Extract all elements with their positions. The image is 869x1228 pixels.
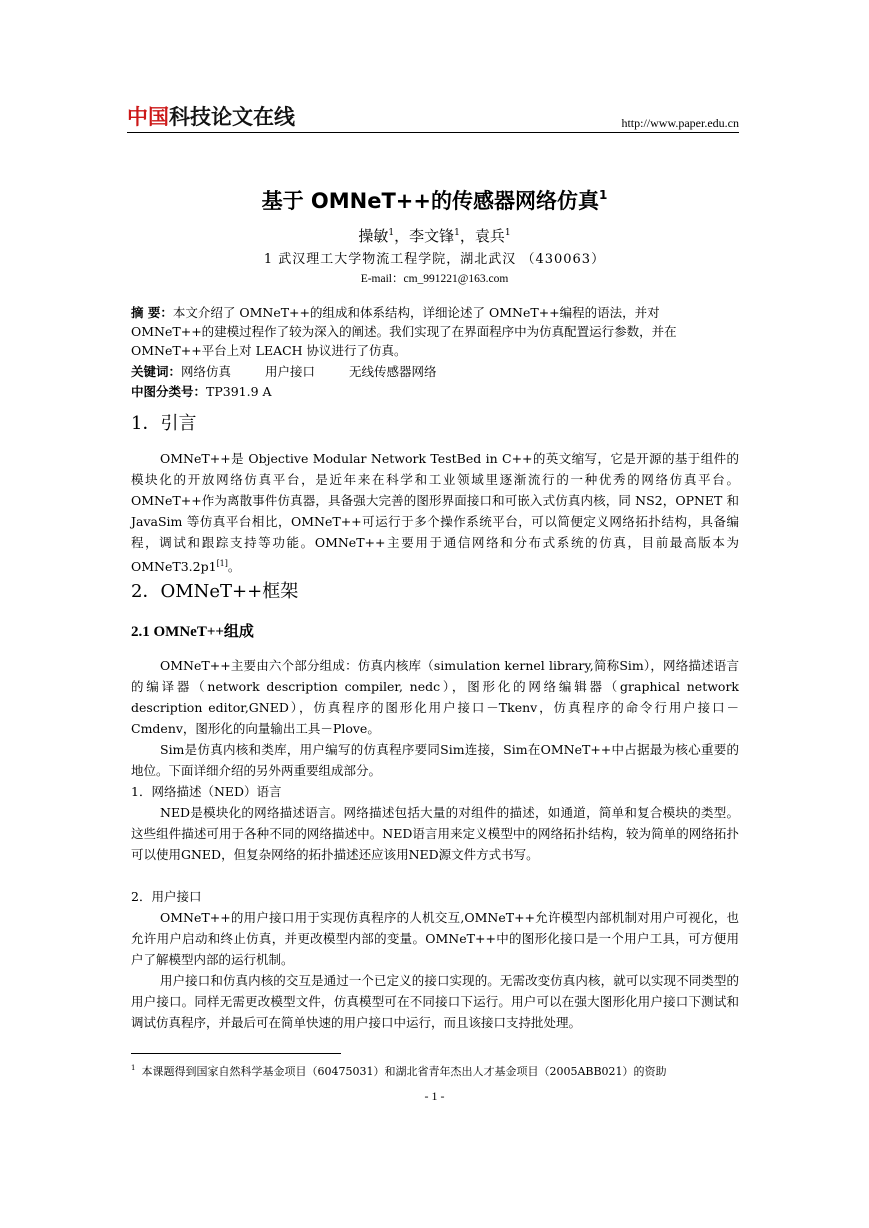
footnote-mark: 1	[131, 1064, 136, 1072]
citation-ref[interactable]: [1]	[216, 559, 228, 568]
abstract-text: 本文介绍了 OMNeT++的组成和体系结构，详细论述了 OMNeT++编程的语法，并对OMNeT++的建模过程作了较为深入的阐述。我们实现了在界面程序中为仿真配置运行参数，并在 OMNeT++平台上对 LEACH 协议进行了仿真。	[131, 305, 677, 358]
classification	[131, 382, 272, 401]
intro-paragraph	[131, 448, 739, 577]
affiliation: 1 武汉理工大学物流工程学院，湖北武汉 （430063）	[263, 252, 606, 267]
abstract-label: 摘 要：	[131, 305, 173, 320]
author-name: 操敏	[358, 227, 389, 245]
keyword: 无线传感器网络	[349, 364, 437, 379]
intro-tail: 。	[227, 559, 241, 574]
section-heading-framework: 2．OMNeT++框架	[131, 581, 299, 602]
intro-text: OMNeT++是 Objective Modular Network TestBed in C++的英文缩写，它是开源的基于组件的模块化的开放网络仿真平台，是近年来在科学和工业领域里逐渐流行的一种优秀的网络仿真平台。OMNeT++作为离散事件仿真器，具备强大完善的图形界面接口和可嵌入式仿真内核，同 NS2，OPNET 和 JavaSim 等仿真平台相比，OMNeT++可运行于多个操作系统平台，可以简便定义网络拓扑结构，具备编程，调试和跟踪支持等功能。OMNeT++主要用于通信网络和分布式系统的仿真，目前最高版本为 OMNeT3.2p1	[131, 451, 739, 574]
author-name: 袁兵	[474, 227, 505, 245]
page-number: - 1 -	[424, 1089, 445, 1103]
list-item-ui: 2．用户接口	[131, 889, 202, 904]
header-divider	[127, 132, 739, 133]
keyword: 网络仿真	[181, 364, 232, 379]
footnote	[131, 1060, 743, 1080]
page-header	[127, 104, 739, 134]
keywords-label: 关键词：	[131, 364, 182, 379]
abstract	[131, 303, 741, 360]
paper-title-text: 基于 OMNeT++的传感器网络仿真	[261, 189, 600, 213]
sim-paragraph: Sim是仿真内核和类库，用户编写的仿真程序要同Sim连接，Sim在OMNeT++中占据最为核心重要的地位。下面详细介绍的另外两重要组成部分。	[131, 742, 739, 778]
keywords	[131, 362, 471, 381]
logo-black-text: 科技论文在线	[169, 105, 295, 129]
author-mark: 1	[454, 228, 460, 238]
author-list	[0, 222, 869, 247]
keyword: 用户接口	[265, 364, 316, 379]
footnote-text: 本课题得到国家自然科学基金项目（60475031）和湖北省青年杰出人才基金项目（2005ABB021）的资助	[141, 1065, 667, 1078]
section-heading-intro: 1．引言	[131, 413, 197, 434]
ned-paragraph: NED是模块化的网络描述语言。网络描述包括大量的对组件的描述，如通道，简单和复合模块的类型。这些组件描述可用于各种不同的网络描述中。NED语言用来定义模型中的网络拓扑结构，较为简单的网络拓扑可以使用GNED，但复杂网络的拓扑描述还应该用NED源文件方式书写。	[131, 805, 739, 862]
author-email: E-mail：cm_991221@163.com	[360, 273, 509, 285]
list-item-ned: 1．网络描述（NED）语言	[131, 784, 282, 799]
title-footnote-mark: 1	[599, 188, 608, 202]
site-logo	[127, 104, 295, 130]
author-name: 李文锋	[409, 227, 455, 245]
author-mark: 1	[504, 228, 511, 238]
logo-red-text: 中国	[127, 105, 169, 129]
ui-paragraph-1: OMNeT++的用户接口用于实现仿真程序的人机交互,OMNeT++允许模型内部机制对用户可视化，也允许用户启动和终止仿真，并更改模型内部的变量。OMNeT++中的图形化接口是一个用户工具，可方便用户了解模型内部的运行机制。	[131, 910, 739, 967]
ui-paragraph-2: 用户接口和仿真内核的交互是通过一个已定义的接口实现的。无需改变仿真内核，就可以实现不同类型的用户接口。同样无需更改模型文件，仿真模型可在不同接口下运行。用户可以在强大图形化用户接口下测试和调试仿真程序，并最后可在简单快速的用户接口中运行，而且该接口支持批处理。	[131, 973, 739, 1030]
author-separator: ，	[459, 227, 475, 245]
paper-title	[0, 180, 869, 216]
subsection-heading-composition: 2.1 OMNeT++组成	[131, 624, 254, 640]
author-mark: 1	[388, 228, 395, 238]
composition-paragraph: OMNeT++主要由六个部分组成：仿真内核库（simulation kernel library,简称Sim），网络描述语言的编译器（network description compiler, nedc），图形化的网络编辑器（graphical network description editor,GNED），仿真程序的图形化用户接口－Tkenv，仿真程序的命令行用户接口－Cmdenv，图形化的向量输出工具－Plove。	[131, 658, 739, 736]
classification-value: TP391.9 A	[206, 384, 272, 399]
site-url[interactable]: http://www.paper.edu.cn	[621, 116, 739, 130]
classification-label: 中图分类号：	[131, 384, 207, 399]
footnote-divider	[131, 1053, 341, 1054]
author-separator: ，	[394, 227, 410, 245]
